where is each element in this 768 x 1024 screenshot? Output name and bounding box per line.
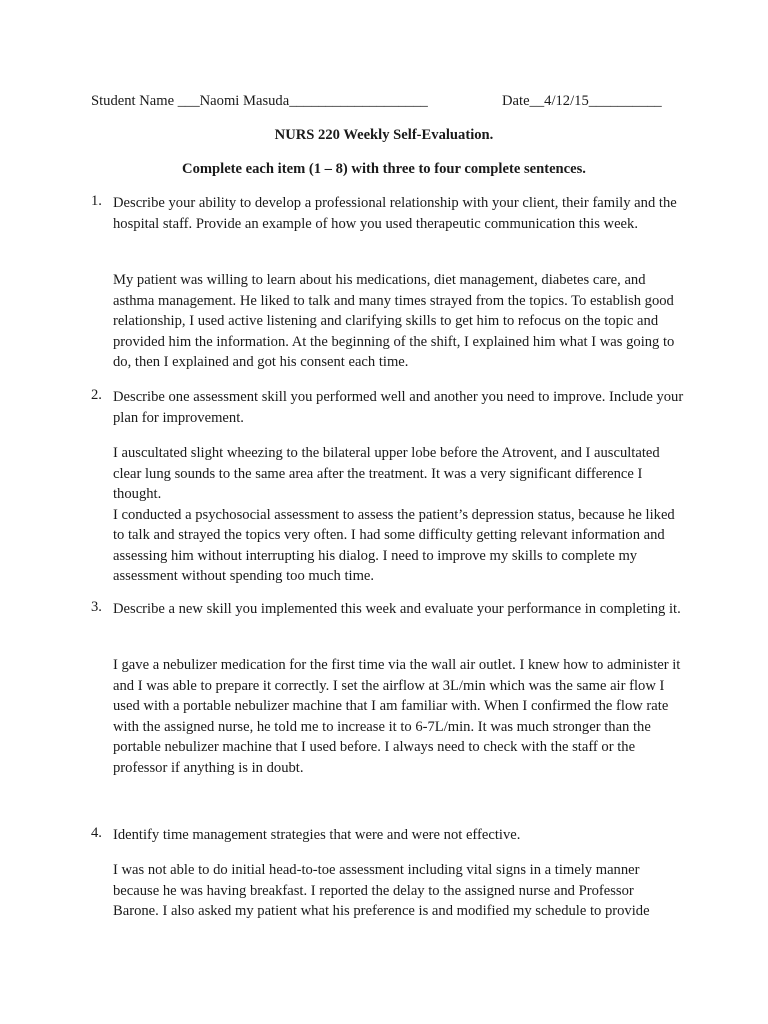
- answer-paragraph: I auscultated slight wheezing to the bilateral upper lobe before the Atrovent, and I auscultated clear lung sounds to the same area after the treatment. It was a very significant difference I thought.: [113, 445, 660, 502]
- question-number: 3.: [91, 599, 102, 615]
- answer-4: [113, 860, 683, 922]
- question-text: Describe your ability to develop a professional relationship with your client, their family and the hospital staff. Provide an example of how you used therapeutic communication this week.: [113, 195, 677, 232]
- answer-1: [113, 270, 683, 373]
- question-number: 4.: [91, 825, 102, 841]
- answer-paragraph: I was not able to do initial head-to-toe assessment including vital signs in a timely manner because he was having breakfast. I reported the delay to the assigned nurse and Professor Barone. I also asked my patient what his preference is and modified my schedule to provide: [113, 862, 650, 919]
- page-title: NURS 220 Weekly Self-Evaluation.: [274, 127, 494, 143]
- question-text: Describe a new skill you implemented this week and evaluate your performance in completing it.: [113, 601, 681, 617]
- answer-3: [113, 655, 683, 778]
- question-text: Identify time management strategies that were and were not effective.: [113, 827, 521, 843]
- answer-paragraph: I gave a nebulizer medication for the first time via the wall air outlet. I knew how to administer it and I was able to prepare it correctly. I set the airflow at 3L/min which was the same air flow I used with a portable nebulizer machine that I am familiar with. When I confirmed the flow rate with the assigned nurse, he told me to increase it to 6-7L/min. It was much stronger than the portable nebulizer machine that I used before. I always need to check with the staff or the professor if anything is in doubt.: [113, 657, 681, 776]
- header-line: [91, 93, 691, 113]
- date-field: Date__4/12/15__________: [502, 93, 662, 109]
- answer-paragraph: My patient was willing to learn about his medications, diet management, diabetes care, and asthma management. He liked to talk and many times strayed from the topics. To establish good relationship, I used active listening and clarifying skills to get him to refocus on the topic and provided him the information. At the beginning of the shift, I explained him what I was going to do, then I explained and got his consent each time.: [113, 272, 675, 370]
- answer-2: [113, 443, 683, 587]
- question-number: 1.: [91, 193, 102, 209]
- question-number: 2.: [91, 387, 102, 403]
- answer-paragraph: I conducted a psychosocial assessment to assess the patient’s depression status, because he liked to talk and strayed the topics very often. I had some difficulty getting relevant information and assessing him without interrupting his dialog. I need to improve my skills to complete my assessment without spending too much time.: [113, 506, 675, 584]
- student-name-field: Student Name ___Naomi Masuda___________________: [91, 93, 428, 109]
- question-text: Describe one assessment skill you performed well and another you need to improve. Include your plan for improvement.: [113, 389, 684, 426]
- instruction-heading: Complete each item (1 – 8) with three to four complete sentences.: [182, 161, 586, 177]
